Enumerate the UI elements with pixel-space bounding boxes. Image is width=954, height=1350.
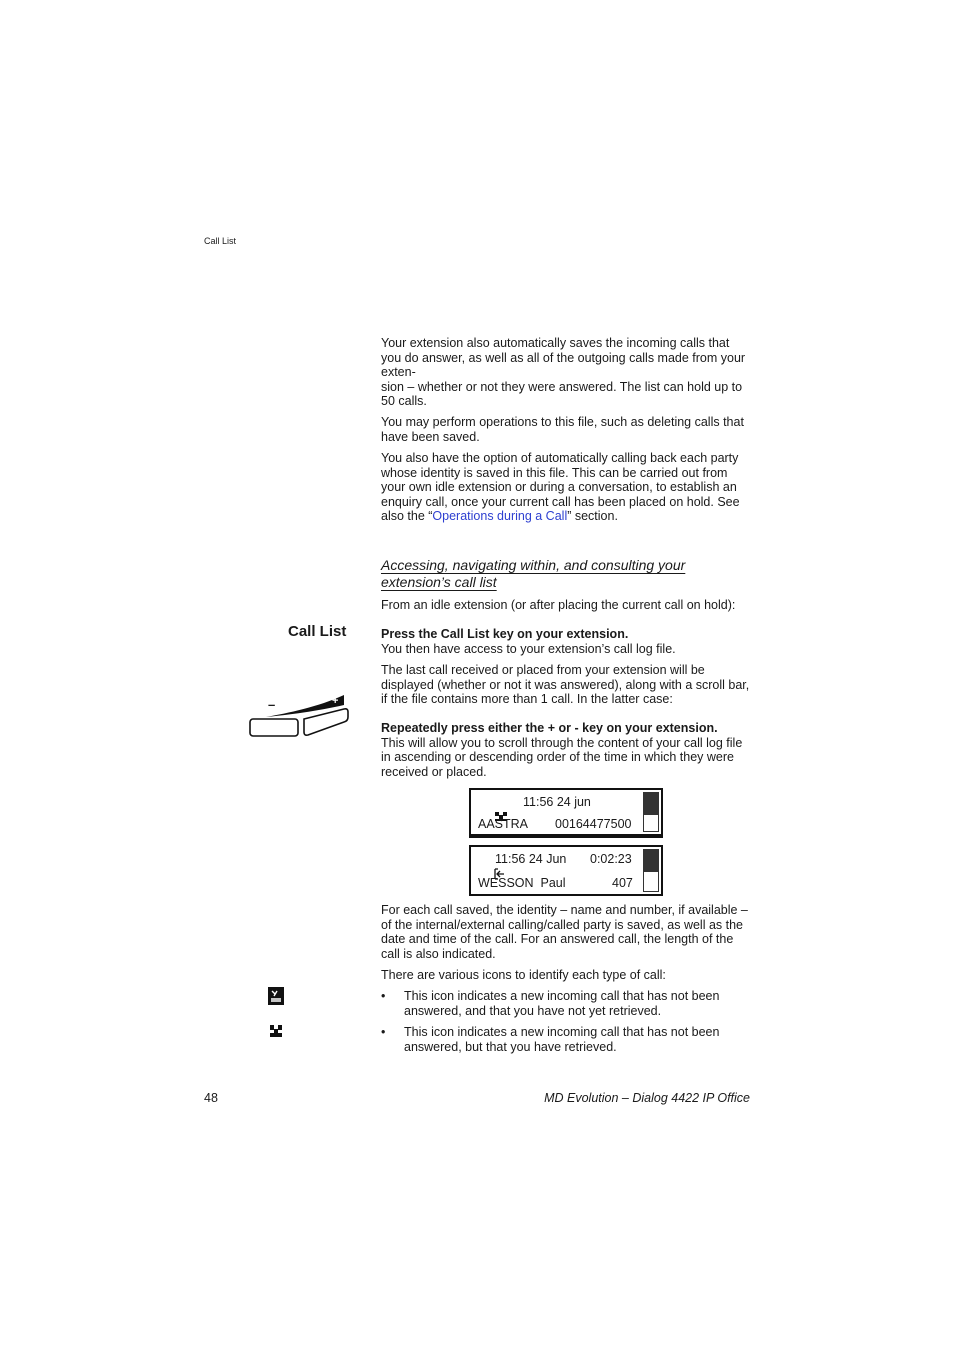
- from-idle-text: From an idle extension (or after placing the current call on hold):: [381, 598, 736, 612]
- operations-during-call-link[interactable]: Operations during a Call: [432, 509, 568, 523]
- page-number: 48: [204, 1091, 218, 1105]
- display-example-1: [469, 788, 663, 836]
- step-1-detail: The last call received or placed from your extension will be displayed (whether or not it was answered), along with a scroll bar, if the file contains more than 1 call. In the latter case:: [381, 663, 750, 706]
- display-1-underline: [469, 835, 663, 838]
- plus-key-label: +: [332, 695, 339, 707]
- display-2-time: 11:56 24 Jun: [495, 852, 567, 866]
- after-paragraph-2: There are various icons to identify each type of call:: [381, 968, 666, 982]
- step-2: Repeatedly press either the + or - key on your extension. This will allow you to scroll through the content of your call log file in ascending or descending order of the time in which they were received or placed.: [381, 721, 743, 779]
- call-list-key-label: Call List: [288, 623, 347, 640]
- intro-paragraph-3: You also have the option of automatically calling back each party whose identity is saved in this file. This can be carried out from your own idle extension or during a conversation, to establish an enquiry call, once your current call has been placed on hold. See also the “Operations during a Call” section.: [381, 451, 740, 523]
- display-1-time: 11:56 24 jun: [523, 795, 591, 809]
- new-missed-call-icon: [268, 987, 284, 1005]
- retrieved-missed-call-icon: [268, 1023, 284, 1039]
- intro-paragraph-1: Your extension also automatically saves the incoming calls that you do answer, as well as all of the outgoing calls made from your exten- sion – whether or not they were answered. The list can hold up to 50 calls.: [381, 336, 746, 408]
- display-1-name: AASTRA: [478, 817, 529, 831]
- volume-keys-illustration: [248, 693, 352, 739]
- running-header: Call List: [204, 236, 237, 246]
- footer-title: MD Evolution – Dialog 4422 IP Office: [544, 1091, 750, 1105]
- display-2-name: WESSON Paul: [478, 876, 566, 890]
- display-2-number: 407: [612, 876, 633, 890]
- intro-paragraph-2: You may perform operations to this file, such as deleting calls that have been saved.: [381, 415, 744, 444]
- section-heading: Accessing, navigating within, and consulting your extension’s call list: [381, 557, 686, 590]
- step-1: Press the Call List key on your extension. You then have access to your extension’s call log file.: [381, 627, 676, 656]
- display-2-scrollbar: [643, 849, 659, 892]
- display-2-duration: 0:02:23: [590, 852, 632, 866]
- display-1-scrollbar: [643, 792, 659, 832]
- display-1-number: 00164477500: [555, 817, 632, 831]
- minus-key-label: –: [268, 697, 276, 712]
- display-example-2: [469, 845, 663, 896]
- after-paragraph-1: For each call saved, the identity – name and number, if available – of the internal/external calling/called party is saved, as well as the date and time of the call. For an answered call, the length of the call is also indicated.: [381, 903, 748, 961]
